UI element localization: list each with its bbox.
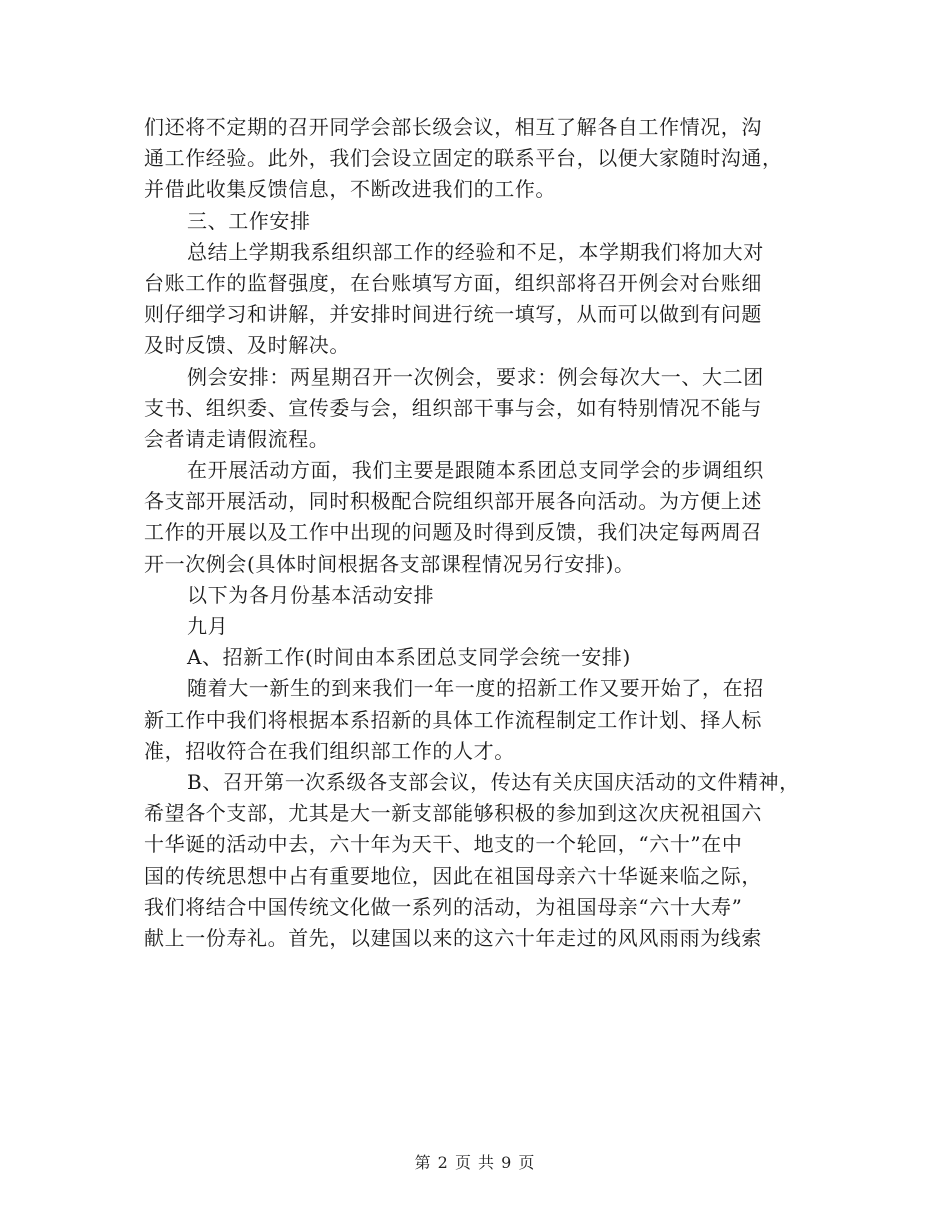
text-line: 则仔细学习和讲解，并安排时间进行统一填写，从而可以做到有问题: [144, 302, 762, 327]
text-line: 准，招收符合在我们组织部工作的人才。: [144, 738, 515, 763]
text-line: 十华诞的活动中去，六十年为天干、地支的一个轮回，“六十”在中: [144, 832, 743, 857]
text-line: 在开展活动方面，我们主要是跟随本系团总支同学会的步调组织: [187, 458, 764, 483]
text-line: A、招新工作(时间由本系团总支同学会统一安排): [187, 645, 631, 670]
text-line: 例会安排：两星期召开一次例会，要求：例会每次大一、大二团: [187, 364, 764, 389]
text-line: 及时反馈、及时解决。: [144, 333, 350, 358]
text-line: 我们将结合中国传统文化做一系列的活动，为祖国母亲“六十大寿”: [144, 894, 743, 919]
text-line: 支书、组织委、宣传委与会，组织部干事与会，如有特别情况不能与: [144, 395, 762, 420]
text-line: 新工作中我们将根据本系招新的具体工作流程制定工作计划、择人标: [144, 707, 762, 732]
text-line: 国的传统思想中占有重要地位，因此在祖国母亲六十华诞来临之际，: [144, 863, 762, 888]
text-line: 总结上学期我系组织部工作的经验和不足，本学期我们将加大对: [187, 239, 764, 264]
text-line: 通工作经验。此外，我们会设立固定的联系平台，以便大家随时沟通，: [144, 146, 783, 171]
body-text: [144, 112, 808, 954]
text-line: 们还将不定期的召开同学会部长级会议，相互了解各自工作情况，沟: [144, 115, 762, 139]
text-line: 随着大一新生的到来我们一年一度的招新工作又要开始了，在招: [187, 676, 764, 701]
text-line: 会者请走请假流程。: [144, 426, 330, 451]
text-line: 以下为各月份基本活动安排: [187, 582, 435, 607]
text-line: B、召开第一次系级各支部会议，传达有关庆国庆活动的文件精神，: [187, 769, 800, 794]
text-line: 工作的开展以及工作中出现的问题及时得到反馈，我们决定每两周召: [144, 520, 762, 545]
text-line: 希望各个支部，尤其是大一新支部能够积极的参加到这次庆祝祖国六: [144, 801, 762, 826]
text-line: 各支部开展活动，同时积极配合院组织部开展各向活动。为方便上述: [144, 489, 762, 514]
text-line: 献上一份寿礼。首先，以建国以来的这六十年走过的风风雨雨为线索: [144, 925, 762, 950]
text-line: 三、工作安排: [187, 208, 311, 233]
page-number-footer: 第 2 页 共 9 页: [414, 1153, 536, 1172]
text-line: 并借此收集反馈信息，不断改进我们的工作。: [144, 177, 556, 202]
text-line: 台账工作的监督强度，在台账填写方面，组织部将召开例会对台账细: [144, 270, 762, 295]
text-line: 九月: [187, 614, 229, 638]
text-line: 开一次例会(具体时间根据各支部课程情况另行安排)。: [144, 551, 635, 576]
